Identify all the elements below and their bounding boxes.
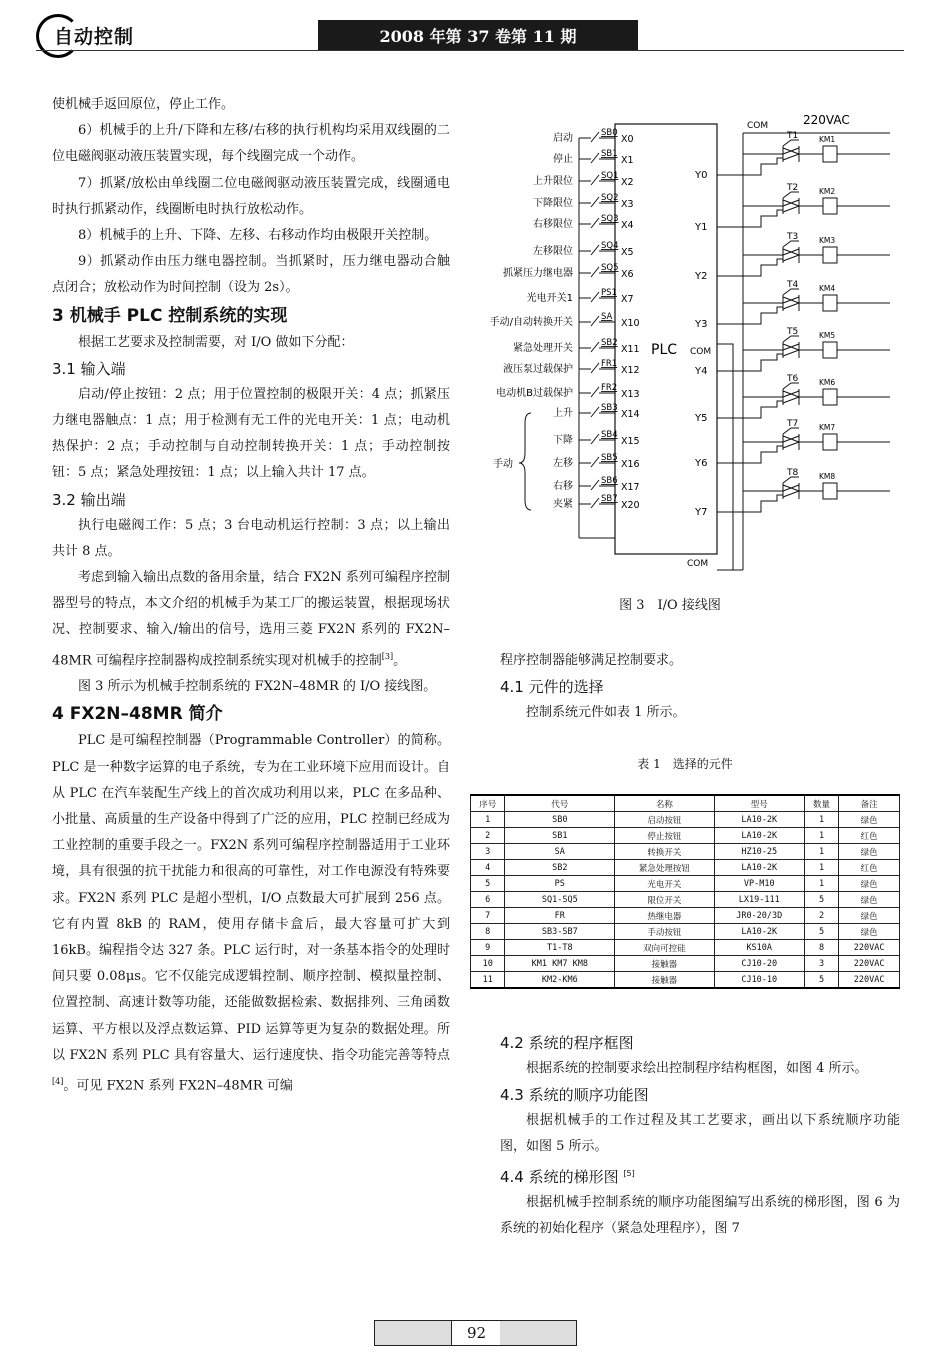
table-header-cell: 数量 [804,795,838,812]
input-label: 液压泵过载保护 [503,364,573,375]
heading-text: 4.4 系统的梯形图 [500,1167,619,1186]
table-cell: 红色 [839,860,900,876]
table-cell: HZ10-25 [714,844,804,860]
subsection-heading: 4.2 系统的程序框图 [500,1034,634,1052]
table-cell: 1 [471,812,505,828]
table-cell: 5 [804,972,838,989]
paragraph [52,728,450,1099]
header-divider [36,50,904,51]
coil-label: KM4 [819,284,836,293]
gate-wire [717,210,783,227]
table-cell: 绿色 [839,844,900,860]
table-cell: 11 [471,972,505,989]
triac-label: T1 [787,131,799,141]
paragraph: 根据机械手控制系统的顺序功能图编写出系统的梯形图，图 6 为系统的初始化程序（紧急处理程序），图 7 [500,1194,900,1236]
supply-voltage-label: 220VAC [803,113,850,127]
contactor-coil [823,198,837,214]
table-cell: 绿色 [839,908,900,924]
output-port-label: Y6 [695,458,708,469]
triac-label: T6 [787,374,799,384]
input-port-label: X20 [621,500,640,511]
triac-symbol [783,295,799,311]
input-label: 下降限位 [533,198,573,209]
table-cell: 6 [471,892,505,908]
paragraph: 控制系统元件如表 1 所示。 [526,705,686,721]
switch-label: SB3 [601,403,618,413]
table-cell: 绿色 [839,892,900,908]
table-cell: 5 [804,924,838,940]
input-port-label: X7 [621,294,634,305]
switch-label: SQ1 [601,171,619,181]
triac-label: T3 [787,232,799,242]
table-cell: 紧急处理按钮 [615,860,715,876]
com-label: COM [747,121,769,131]
paragraph-text: 。可见 FX2N 系列 FX2N–48MR 可编 [63,1078,293,1094]
input-port-label: X6 [621,269,634,280]
input-port-label: X12 [621,365,640,376]
switch-label: SB5 [601,453,618,463]
paragraph: 根据机械手的工作过程及其工艺要求，画出以下系统顺序功能图，如图 5 所示。 [500,1113,900,1155]
switch-label: SB4 [601,430,618,440]
components-table [470,794,900,989]
table-cell: KM1 KM7 KM8 [505,956,615,972]
switch-label: SB1 [601,149,618,159]
paragraph: 6）机械手的上升/下降和左移/右移的执行机构均采用双线圈的二位电磁阀驱动液压装置实现，每个线圈完成一个动作。 [52,123,450,165]
table-cell: 9 [471,940,505,956]
input-label: 左移限位 [533,246,573,257]
table-cell: 5 [471,876,505,892]
input-port-label: X10 [621,318,640,329]
table-cell: VP-M10 [714,876,804,892]
coil-label: KM3 [819,236,836,245]
citation[interactable]: [4] [52,1077,64,1087]
input-port-label: X2 [621,177,634,188]
input-port-label: X15 [621,436,640,447]
table-cell: CJ10-10 [714,972,804,989]
triac-symbol [783,198,799,214]
paragraph: 程序控制器能够满足控制要求。 [500,653,683,668]
input-label: 抓紧压力继电器 [503,268,573,279]
triac-symbol [783,146,799,162]
contactor-coil [823,146,837,162]
table-cell: 2 [804,908,838,924]
table-cell: KS10A [714,940,804,956]
paragraph: 根据工艺要求及控制需要，对 I/O 做如下分配： [78,334,354,350]
contactor-coil [823,295,837,311]
table-cell: 限位开关 [615,892,715,908]
paragraph-text: 。 [393,652,407,668]
table-cell: LA10-2K [714,924,804,940]
io-wiring-diagram [465,108,905,578]
table-cell: 转换开关 [615,844,715,860]
table-cell: SB3-SB7 [505,924,615,940]
table-cell: 1 [804,860,838,876]
input-label: 启动 [553,133,573,144]
input-label: 左移 [553,458,573,469]
output-port-label: Y5 [695,413,708,424]
triac-label: T2 [787,183,799,193]
table-cell: 8 [804,940,838,956]
page-number-box [374,1320,577,1346]
input-label: 电动机B过载保护 [496,388,573,399]
paragraph: 根据系统的控制要求绘出控制程序结构框图，如图 4 所示。 [526,1061,868,1076]
journal-name: 自动控制 [54,26,135,48]
plc-label: PLC [651,342,678,358]
table-row [471,972,900,989]
switch-label: SB2 [601,338,618,348]
table-row [471,876,900,892]
table-cell: 手动按钮 [615,924,715,940]
table-cell: 1 [804,828,838,844]
table-cell: 5 [804,892,838,908]
input-port-label: X3 [621,199,634,210]
paragraph: 图 3 所示为机械手控制系统的 FX2N–48MR 的 I/O 接线图。 [78,679,437,695]
table-cell: 绿色 [839,924,900,940]
gate-wire [717,307,783,324]
input-port-label: X16 [621,459,640,470]
table-cell: 220VAC [839,972,900,989]
figure-caption: 图 3 I/O 接线图 [619,598,721,613]
table-cell: 红色 [839,828,900,844]
subsection-heading: 4.1 元件的选择 [500,678,604,697]
com-label: COM [690,347,712,357]
subsection-heading: 3.2 输出端 [52,490,126,509]
subsection-heading [500,1161,900,1190]
table-cell: KM2-KM6 [505,972,615,989]
table-cell: T1-T8 [505,940,615,956]
table-cell: 7 [471,908,505,924]
paragraph: 8）机械手的上升、下降、左移、右移动作均由极限开关控制。 [78,228,438,244]
table-cell: 停止按钮 [615,828,715,844]
output-port-label: Y3 [695,319,708,330]
switch-label: SA [601,312,613,322]
gate-wire [717,158,783,175]
table-row [471,860,900,876]
table-header-cell: 型号 [714,795,804,812]
paragraph: 执行电磁阀工作：5 点；3 台电动机运行控制：3 点；以上输出共计 8 点。 [52,517,450,559]
table-cell: JR0-20/3D [714,908,804,924]
table-cell: SB1 [505,828,615,844]
citation[interactable]: [3] [381,651,394,661]
table-cell: 接触器 [615,972,715,989]
table-cell: FR [505,908,615,924]
table-cell: LA10-2K [714,860,804,876]
coil-label: KM6 [819,378,836,387]
triac-label: T4 [787,280,799,290]
input-port-label: X5 [621,247,634,258]
triac-symbol [783,247,799,263]
table-cell: 绿色 [839,812,900,828]
table-row [471,812,900,828]
table-cell: 3 [471,844,505,860]
switch-label: FR2 [601,383,618,393]
paragraph: 9）抓紧动作由压力继电器控制。当抓紧时，压力继电器动合触点闭合；放松动作为时间控制（设为 2s）。 [52,254,450,296]
table-cell: LA10-2K [714,828,804,844]
gate-wire [717,401,783,418]
coil-label: KM2 [819,187,836,196]
switch-label: FR1 [601,359,618,369]
paragraph: 7）抓紧/放松由单线圈二位电磁阀驱动液压装置完成，线圈通电时执行抓紧动作，线圈断电时执行放松动作。 [52,175,450,217]
input-port-label: X17 [621,482,640,493]
triac-symbol [783,342,799,358]
table-cell: SB2 [505,860,615,876]
table-cell: 220VAC [839,956,900,972]
input-port-label: X4 [621,220,634,231]
paragraph [52,565,450,674]
paragraph-text: PLC 是可编程控制器（Programmable Controller）的简称。PLC 是一种数字运算的电子系统，专为在工业环境下应用而设计。自从 PLC 在汽车装配生产线上的首次成功利用以来，PLC 在多品种、小批量、高质量的生产设备中得到了广泛的应用，PLC 控制已经成为工业控制的重要手段之一。FX2N 系列可编程序控制器适用于工业环境，具有很强的抗干扰能力和很高的可靠性，对工作电源没有特殊要求。FX2N 系列 PLC 是超小型机，I/O 点数最大可扩展到 256 点。它有内置 8kB 的 RAM，使用存储卡盒后，最大容量可扩大到 16kB。编程指令达 327 条。PLC 运行时，对一条基本指令的处理时间只要 0.08μs。它不仅能完成逻辑控制、顺序控制、模拟量控制、位置控制、高速计数等功能，还能做数据检索、数据排列、三角函数运算、平方根以及浮点数运算、PID 运算等更为复杂的数据处理。所以 FX2N 系列 PLC 具有容量大、运行速度快、指令功能完善等特点 [52,733,450,1063]
output-port-label: Y1 [695,222,708,233]
table-cell: 接触器 [615,956,715,972]
gate-wire [717,495,783,512]
contactor-coil [823,483,837,499]
table-cell: CJ10-20 [714,956,804,972]
triac-symbol [783,389,799,405]
table-cell: LA10-2K [714,812,804,828]
table-cell: PS [505,876,615,892]
gate-wire [717,354,783,371]
section-heading: 4 FX2N–48MR 简介 [52,704,223,725]
input-label: 上升 [553,408,573,419]
left-column [52,92,450,1100]
table-cell: SB0 [505,812,615,828]
issue-banner: 2008 年第 37 卷第 11 期 [318,20,638,50]
page-number-right-fill [500,1321,576,1345]
subsection-heading: 3.1 输入端 [52,359,126,378]
contactor-coil [823,342,837,358]
manual-group-label: 手动 [493,459,513,470]
input-label: 右移 [553,481,573,492]
input-label: 紧急处理开关 [513,343,573,354]
table-cell: 3 [804,956,838,972]
table-cell: SA [505,844,615,860]
input-label: 夹紧 [553,499,573,510]
paragraph-text: 考虑到输入输出点数的备用余量，结合 FX2N 系列可编程序控制器型号的特点，本文介绍的机械手为某工厂的搬运装置，根据现场状况、控制要求、输入/输出的信号，选用三菱 FX2N 系列的 FX2N–48MR 可编程序控制器构成控制系统实现对机械手的控制 [52,570,450,668]
coil-label: KM5 [819,331,836,340]
table-caption: 表 1 选择的元件 [637,757,733,771]
input-port-label: X11 [621,344,640,355]
table-cell: SQ1-SQ5 [505,892,615,908]
table-row [471,892,900,908]
table-cell: 10 [471,956,505,972]
table-cell: 1 [804,812,838,828]
table-cell: 1 [804,876,838,892]
switch-label: SB0 [601,128,618,138]
page-number-left-fill [375,1321,451,1345]
input-port-label: X14 [621,409,640,420]
input-label: 光电开关1 [526,293,573,304]
gate-wire [717,446,783,463]
input-label: 右移限位 [533,219,573,230]
triac-label: T8 [787,468,799,478]
contactor-coil [823,247,837,263]
coil-label: KM8 [819,472,836,481]
switch-label: SQ2 [601,193,619,203]
table-row [471,940,900,956]
switch-label: PS1 [601,288,617,298]
table-row [471,924,900,940]
table-cell: 光电开关 [615,876,715,892]
right-column-bottom [500,1030,900,1242]
paragraph: 使机械手返回原位，停止工作。 [52,97,235,112]
input-port-label: X1 [621,155,634,166]
input-port-label: X0 [621,134,634,145]
output-port-label: Y4 [695,366,708,377]
switch-label: SQ4 [601,241,619,251]
contactor-coil [823,434,837,450]
triac-symbol [783,483,799,499]
table-header-cell: 备注 [839,795,900,812]
table-cell: 双向可控硅 [615,940,715,956]
input-label: 上升限位 [533,176,573,187]
page-number: 92 [451,1321,502,1345]
output-port-label: Y2 [695,271,708,282]
table-row [471,908,900,924]
table-header-cell: 名称 [615,795,715,812]
coil-label: KM7 [819,423,836,432]
switch-label: SQ5 [601,263,619,273]
input-label: 手动/自动转换开关 [489,317,573,328]
table-cell: 1 [804,844,838,860]
table-row [471,956,900,972]
triac-label: T5 [787,327,799,337]
table-row [471,828,900,844]
table-header-cell: 代号 [505,795,615,812]
triac-label: T7 [787,419,799,429]
subsection-heading: 4.3 系统的顺序功能图 [500,1086,649,1105]
com-label: COM [687,559,709,569]
switch-label: SB7 [601,494,618,504]
table-cell: 启动按钮 [615,812,715,828]
table-cell: 4 [471,860,505,876]
citation[interactable]: [5] [623,1168,635,1178]
contactor-coil [823,389,837,405]
output-port-label: Y7 [695,507,708,518]
switch-label: SQ3 [601,214,619,224]
gate-wire [717,259,783,276]
table-cell: 8 [471,924,505,940]
input-label: 停止 [553,154,573,165]
table-cell: 2 [471,828,505,844]
mid-com-wire [717,344,733,570]
coil-label: KM1 [819,135,836,144]
right-column-top [500,648,900,726]
table-row [471,844,900,860]
input-port-label: X13 [621,389,640,400]
switch-label: SB6 [601,476,618,486]
section-heading: 3 机械手 PLC 控制系统的实现 [52,305,288,326]
input-label: 下降 [553,435,573,446]
table-header-cell: 序号 [471,795,505,812]
table-cell: LX19-111 [714,892,804,908]
table-cell: 绿色 [839,876,900,892]
output-port-label: Y0 [695,170,708,181]
table-cell: 220VAC [839,940,900,956]
paragraph: 启动/停止按钮：2 点；用于位置控制的极限开关：4 点；抓紧压力继电器触点：1 点；用于检测有无工件的光电开关：1 点；电动机热保护：2 点；手动控制与自动控制转换开关：1 点；手动控制按钮：5 点；紧急处理按钮：1 点；以上输入共计 17 点。 [52,386,450,481]
manual-group-brace [519,413,531,510]
table-cell: 热继电器 [615,908,715,924]
triac-symbol [783,434,799,450]
